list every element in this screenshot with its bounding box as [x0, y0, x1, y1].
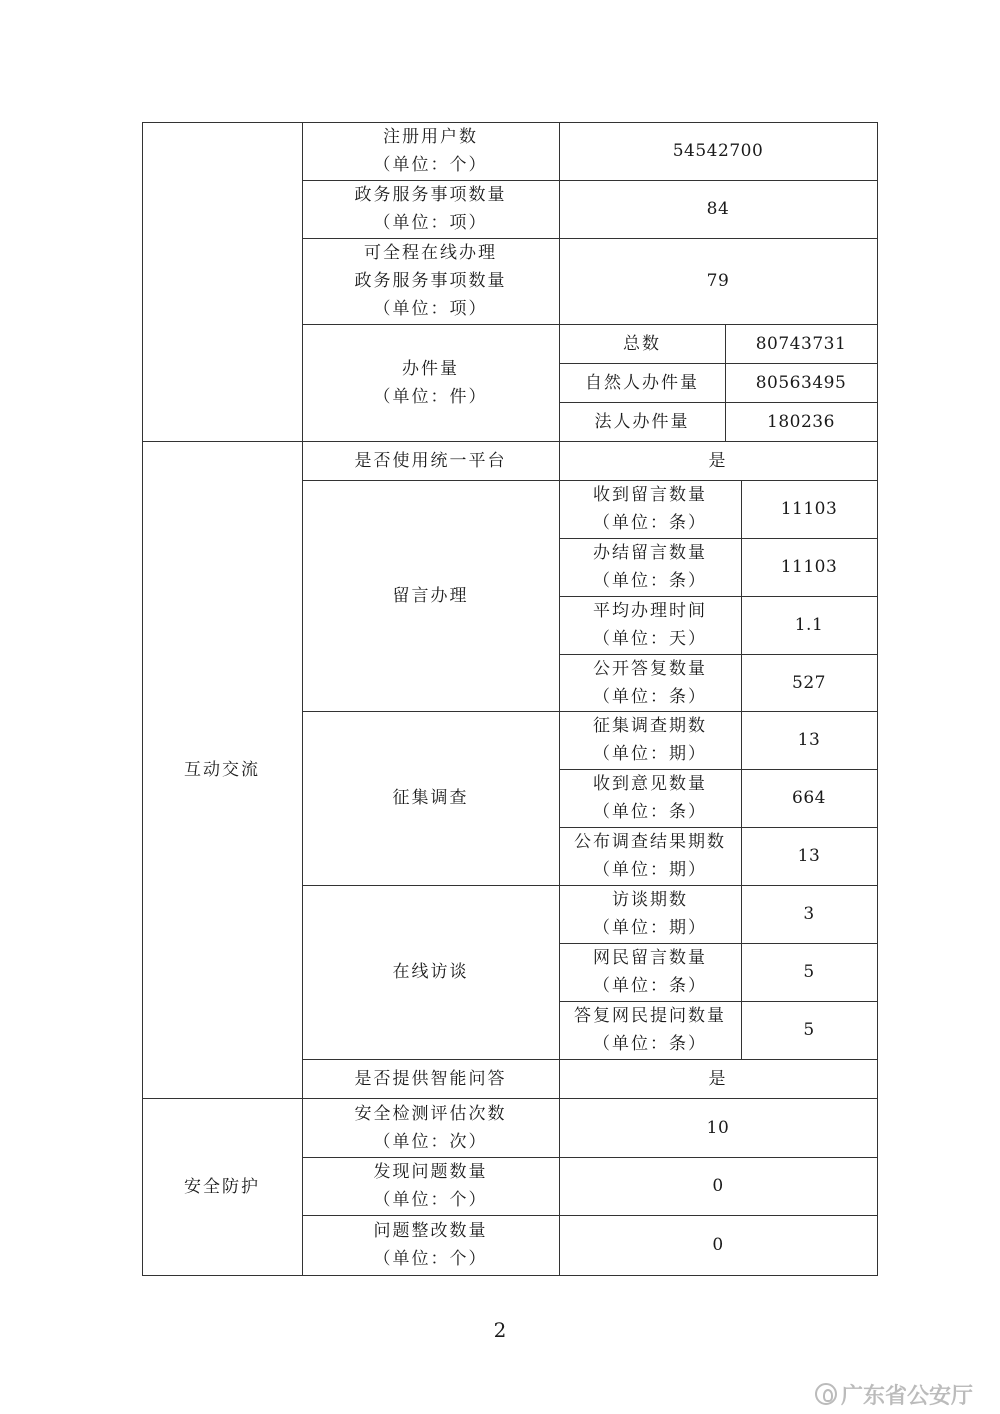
metric-label	[302, 238, 559, 324]
metric-label-text: 可全程在线办理	[364, 243, 497, 263]
category-label-text: 互动交流	[184, 759, 260, 780]
handling-label-text: 办件量	[402, 358, 459, 379]
group-sub-label-text: （单位：条）	[593, 686, 707, 707]
metric-label-text: 是否使用统一平台	[354, 450, 507, 471]
group-label	[302, 885, 559, 1059]
group-sub-label-text: 办结留言数量	[593, 543, 707, 563]
metric-label-text: 政务服务事项数量	[354, 185, 507, 205]
group-sub-label-text: （单位：条）	[593, 802, 707, 822]
handling-label	[302, 324, 559, 441]
group-label	[302, 711, 559, 885]
metric-label	[302, 1098, 559, 1157]
handling-sub-label	[559, 324, 725, 363]
group-sub-value-text: 527	[792, 672, 826, 693]
group-sub-label-text: 访谈期数	[612, 890, 688, 910]
group-sub-label-text: （单位：天）	[593, 629, 707, 649]
group-sub-value	[741, 943, 877, 1001]
group-sub-value-text: 5	[803, 962, 815, 982]
group-sub-label	[559, 827, 741, 885]
group-sub-label	[559, 654, 741, 711]
metric-label-text: （单位：个）	[373, 1249, 488, 1269]
table-rule	[877, 122, 878, 1276]
group-sub-value	[741, 827, 877, 885]
handling-sub-label-text: 法人办件量	[594, 411, 690, 432]
handling-sub-label	[559, 363, 725, 402]
metric-value	[559, 238, 877, 324]
metric-label-text: 问题整改数量	[373, 1221, 488, 1241]
group-sub-label	[559, 769, 741, 827]
handling-sub-label-text: 自然人办件量	[585, 372, 699, 393]
page-number: 2	[493, 1318, 507, 1342]
handling-label-text: （单位：件）	[373, 386, 488, 407]
metric-label-text: （单位：个）	[373, 1190, 488, 1210]
metric-value-text: 0	[712, 1176, 724, 1196]
group-sub-value-text: 13	[797, 730, 821, 750]
category-label	[142, 1098, 302, 1275]
metric-value-text: 79	[706, 271, 730, 291]
group-sub-label-text: 网民留言数量	[593, 948, 707, 968]
group-label-text: 征集调查	[392, 788, 469, 808]
metric-value-text: 84	[706, 199, 730, 219]
group-sub-value-text: 11103	[780, 499, 838, 519]
metric-label	[302, 180, 559, 238]
table-rule	[142, 1275, 878, 1276]
watermark-text: 广东省公安厅	[841, 1383, 974, 1409]
handling-sub-value-text: 180236	[767, 411, 835, 432]
metric-value-text: 10	[706, 1117, 730, 1138]
group-sub-label-text: （单位：条）	[593, 571, 707, 591]
metric-value	[559, 1059, 877, 1098]
metric-value-text: 54542700	[672, 141, 764, 161]
metric-label-text: （单位：次）	[373, 1131, 488, 1152]
group-sub-value	[741, 1001, 877, 1059]
handling-sub-value	[725, 324, 877, 363]
group-sub-value-text: 3	[803, 904, 815, 924]
group-sub-label	[559, 596, 741, 654]
group-sub-label-text: 公开答复数量	[593, 658, 707, 679]
group-sub-label-text: （单位：期）	[593, 918, 707, 938]
metric-label	[302, 441, 559, 480]
group-sub-value	[741, 538, 877, 596]
group-sub-label-text: （单位：条）	[593, 1034, 707, 1054]
group-sub-label	[559, 480, 741, 538]
metric-label-text: 发现问题数量	[373, 1162, 488, 1182]
group-sub-value	[741, 480, 877, 538]
metric-value	[559, 441, 877, 480]
group-sub-label-text: 收到意见数量	[593, 774, 707, 794]
group-sub-value-text: 664	[792, 788, 826, 808]
handling-sub-label-text: 总数	[623, 333, 661, 354]
metric-label	[302, 122, 559, 180]
metric-label	[302, 1157, 559, 1215]
group-sub-label-text: 平均办理时间	[593, 601, 707, 621]
group-sub-label-text: 答复网民提问数量	[574, 1006, 726, 1026]
group-label-text: 在线访谈	[392, 962, 469, 982]
metric-value	[559, 1157, 877, 1215]
group-sub-label-text: （单位：期）	[593, 860, 707, 880]
group-sub-label	[559, 1001, 741, 1059]
metric-value-text: 0	[712, 1235, 724, 1255]
metric-label	[302, 1059, 559, 1098]
metric-value	[559, 122, 877, 180]
group-sub-label	[559, 538, 741, 596]
metric-value	[559, 180, 877, 238]
group-sub-value	[741, 654, 877, 711]
metric-label-text: 政务服务事项数量	[354, 271, 507, 291]
group-sub-label-text: 收到留言数量	[593, 485, 707, 505]
metric-value-text: 是	[708, 1068, 728, 1089]
handling-sub-label	[559, 402, 725, 441]
metric-label-text: （单位：项）	[373, 299, 488, 319]
group-sub-label-text: 公布调查结果期数	[574, 832, 726, 852]
handling-sub-value-text: 80743731	[755, 333, 847, 354]
police-badge-icon	[815, 1383, 837, 1405]
group-sub-value	[741, 596, 877, 654]
group-sub-label-text: （单位：条）	[593, 976, 707, 996]
metric-label-text: （单位：个）	[373, 155, 488, 175]
group-sub-value-text: 1.1	[794, 615, 824, 635]
group-sub-value	[741, 711, 877, 769]
group-sub-value-text: 5	[803, 1020, 815, 1040]
metric-label-text: 注册用户数	[383, 127, 478, 147]
group-sub-label	[559, 943, 741, 1001]
group-sub-label	[559, 885, 741, 943]
group-sub-value	[741, 885, 877, 943]
handling-sub-value-text: 80563495	[755, 372, 847, 393]
watermark	[815, 1380, 973, 1408]
category-label	[142, 441, 302, 1098]
group-sub-value-text: 13	[797, 846, 821, 866]
group-label	[302, 480, 559, 711]
metric-value	[559, 1215, 877, 1275]
handling-sub-value	[725, 402, 877, 441]
group-sub-label-text: （单位：期）	[593, 744, 707, 764]
group-sub-value	[741, 769, 877, 827]
group-sub-label-text: 征集调查期数	[593, 716, 707, 736]
metric-label-text: 是否提供智能问答	[354, 1068, 507, 1089]
group-sub-value-text: 11103	[780, 557, 838, 577]
metric-label-text: 安全检测评估次数	[354, 1103, 507, 1124]
metric-value	[559, 1098, 877, 1157]
metric-label	[302, 1215, 559, 1275]
group-label-text: 留言办理	[392, 585, 469, 606]
handling-sub-value	[725, 363, 877, 402]
group-sub-label	[559, 711, 741, 769]
metric-value-text: 是	[708, 450, 728, 471]
group-sub-label-text: （单位：条）	[593, 513, 707, 533]
category-label-text: 安全防护	[184, 1176, 260, 1197]
metric-label-text: （单位：项）	[373, 213, 488, 233]
